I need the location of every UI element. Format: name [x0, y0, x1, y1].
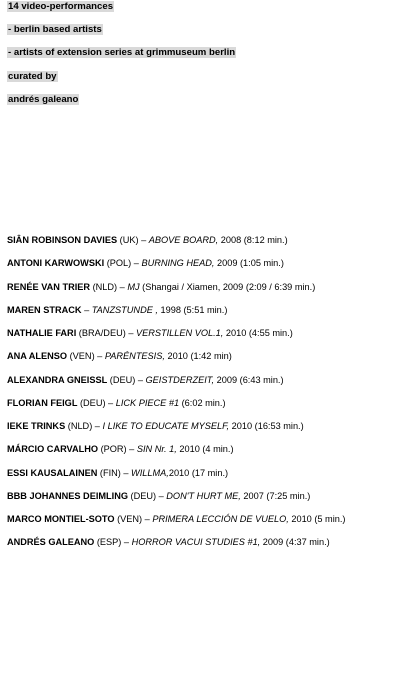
- highlighted-text: - artists of extension series at grimmuseum berlin: [8, 47, 236, 59]
- work-year-duration: 2009 (1:05 min.): [214, 258, 284, 269]
- highlighted-text: curated by: [8, 70, 57, 82]
- work-title: PRIMERA LECCIÓN DE VUELO,: [152, 514, 289, 524]
- work-year-duration: 2007 (7:25 min.): [240, 490, 311, 501]
- artist-name: FLORIAN FEIGL: [7, 397, 78, 408]
- performance-entry: [7, 281, 399, 304]
- work-year-duration: 2010 (4 min.): [176, 444, 234, 455]
- work-year-duration: (Shangai / Xiamen, 2009 (2:09 / 6:39 min.): [139, 281, 316, 292]
- performance-entry: [7, 420, 399, 443]
- intro-line-berlin: [7, 24, 236, 47]
- work-title: MJ: [127, 281, 140, 292]
- intro-block: [7, 1, 236, 117]
- artist-country: (VEN) –: [114, 514, 153, 524]
- performance-list: [7, 234, 399, 560]
- work-title: VERSTILLEN VOL.1,: [135, 328, 224, 338]
- performance-entry: [7, 490, 399, 513]
- intro-line-curator: [7, 94, 236, 117]
- work-title: ABOVE BOARD,: [148, 235, 219, 245]
- artist-country: (NLD) –: [65, 421, 103, 431]
- artist-country: (DEU) –: [107, 374, 146, 385]
- artist-country: (ESP) –: [94, 537, 132, 548]
- work-year-duration: 2009 (4:37 min.): [260, 537, 330, 548]
- work-title: PARÉNTESIS,: [104, 351, 165, 362]
- performance-entry: [7, 304, 399, 327]
- work-title: I LIKE TO EDUCATE MYSELF,: [102, 421, 230, 431]
- artist-country: (UK) –: [117, 235, 149, 245]
- work-year-duration: 2010 (1:42 min): [164, 351, 232, 362]
- artist-name: IEKE TRINKS: [7, 421, 66, 431]
- artist-name: ALEXANDRA GNEISSL: [7, 374, 108, 385]
- performance-entry: [7, 443, 399, 466]
- artist-name: ESSI KAUSALAINEN: [7, 467, 98, 478]
- artist-country: (NLD) –: [90, 281, 128, 292]
- artist-country: (DEU) –: [127, 490, 167, 501]
- intro-line-grimmuseum: [7, 47, 236, 70]
- artist-name: NATHALIE FARI: [7, 328, 77, 338]
- artist-country: (BRA/DEU) –: [76, 328, 136, 338]
- artist-name: RENÉE VAN TRIER: [7, 281, 91, 292]
- artist-country: (VEN) –: [67, 351, 105, 362]
- performance-entry: [7, 327, 399, 350]
- artist-name: ANA ALENSO: [7, 351, 68, 362]
- work-year-duration: 2010 (4:55 min.): [223, 328, 293, 338]
- artist-country: (DEU) –: [77, 397, 116, 408]
- work-title: SIN Nr. 1,: [136, 444, 177, 455]
- artist-name: ANTONI KARWOWSKI: [7, 258, 105, 269]
- artist-name: SIÂN ROBINSON DAVIES: [7, 235, 118, 245]
- work-title: DON'T HURT ME,: [166, 490, 241, 501]
- work-year-duration: 2009 (6:43 min.): [214, 374, 284, 385]
- artist-country: (FIN) –: [97, 467, 132, 478]
- performance-entry: [7, 513, 399, 536]
- performance-entry: [7, 374, 399, 397]
- work-title: GEISTDERZEIT,: [145, 374, 215, 385]
- performance-entry: [7, 467, 399, 490]
- artist-name: MAREN STRACK: [7, 304, 82, 315]
- intro-line-curated-by: [7, 71, 236, 94]
- performance-entry: [7, 257, 399, 280]
- intro-line-count: [7, 1, 236, 24]
- artist-name: MÁRCIO CARVALHO: [7, 444, 99, 455]
- highlighted-text: andrés galeano: [8, 93, 79, 105]
- work-title: BURNING HEAD,: [141, 258, 215, 269]
- artist-name: MARCO MONTIEL-SOTO: [7, 514, 115, 524]
- performance-entry: [7, 536, 399, 559]
- work-year-duration: 2010 (5 min.): [288, 514, 346, 524]
- work-title: TANZSTUNDE ,: [91, 304, 158, 315]
- artist-country: (POR) –: [98, 444, 137, 455]
- artist-country: –: [81, 304, 92, 315]
- work-year-duration: (6:02 min.): [179, 397, 226, 408]
- work-title: WILLMA,: [131, 467, 169, 478]
- performance-entry: [7, 397, 399, 420]
- work-title: HORROR VACUI STUDIES #1,: [131, 537, 261, 548]
- highlighted-text: 14 video-performances: [8, 1, 114, 12]
- work-year-duration: 2008 (8:12 min.): [218, 235, 288, 245]
- work-year-duration: 2010 (17 min.): [168, 467, 229, 478]
- artist-name: BBB JOHANNES DEIMLING: [7, 490, 128, 501]
- work-title: LICK PIECE #1: [115, 397, 180, 408]
- artist-name: ANDRÉS GALEANO: [7, 537, 95, 548]
- work-year-duration: 1998 (5:51 min.): [157, 304, 228, 315]
- highlighted-text: - berlin based artists: [8, 24, 102, 36]
- performance-entry: [7, 234, 399, 257]
- work-year-duration: 2010 (16:53 min.): [229, 421, 304, 431]
- performance-entry: [7, 350, 399, 373]
- artist-country: (POL) –: [104, 258, 142, 269]
